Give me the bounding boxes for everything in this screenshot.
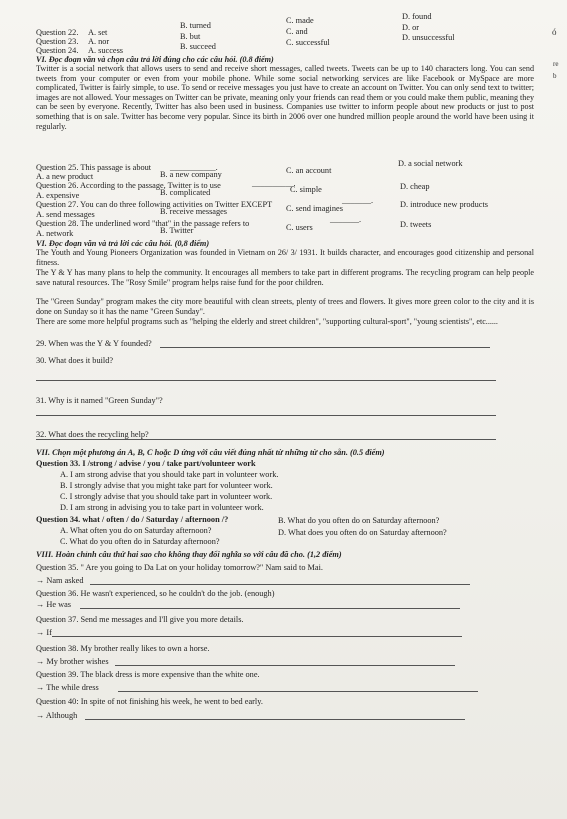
q27-c: C. send imagines: [286, 204, 343, 213]
q26-a: A. expensive: [36, 191, 80, 200]
q23-d: D. or: [402, 23, 420, 32]
q24-b: B. succeed: [180, 42, 216, 51]
q37-start: → If: [36, 628, 52, 637]
q40-start: → Although: [36, 711, 78, 720]
q28-stem: Question 28. The underlined word "that" in the passage refers to: [36, 219, 250, 228]
q24-a: A. success: [88, 46, 124, 55]
q26-b: B. complicated: [160, 188, 211, 197]
section7-heading: VII. Chọn một phương án A, B, C hoặc D ứng với câu viết đúng nhất từ những từ cho sẵn. (0.5 điểm): [36, 448, 385, 457]
q34-d: D. What does you often do on Saturday afternoon?: [278, 528, 447, 537]
q23-b: B. but: [180, 32, 201, 41]
q34-stem: Question 34. what / often / do / Saturday / afternoon /?: [36, 515, 229, 524]
q28-c: C. users: [286, 223, 313, 232]
section6-heading: VI. Đọc đoạn văn và chọn câu trả lời đúng cho các câu hỏi. (0.8 điểm): [36, 55, 274, 64]
q36-answer-line[interactable]: [80, 608, 460, 609]
q23-label: Question 23.: [36, 37, 79, 46]
q27-blank: _______.: [342, 196, 374, 205]
q33-c: C. I strongly advise that you should take part in volunteer work.: [60, 492, 273, 501]
q24-c: C. successful: [286, 38, 330, 47]
section6b-passage-2: The Y & Y has many plans to help the community. It encourages all members to take part in different programs. The recycling program can help people save natural resources. The "Rosy Smile" program helps raise fund for the poor children.: [36, 268, 534, 287]
q26-stem: Question 26. According to the passage, Twitter is to use: [36, 181, 221, 190]
q23-a: A. nor: [88, 37, 110, 46]
q30-answer-line[interactable]: [36, 380, 496, 381]
q38: Question 38. My brother really likes to own a horse.: [36, 644, 210, 653]
q24-label: Question 24.: [36, 46, 79, 55]
q22-c: C. made: [286, 16, 314, 25]
q39-answer-line[interactable]: [118, 691, 478, 692]
q22-label: Question 22.: [36, 28, 79, 37]
q40: Question 40: In spite of not finishing his week, he went to bed early.: [36, 697, 263, 706]
q25-d: D. a social network: [398, 159, 463, 168]
q26-blank: __________.: [252, 179, 296, 188]
q27-stem: Question 27. You can do three following activities on Twitter EXCEPT: [36, 200, 273, 209]
q37-answer-line[interactable]: [52, 636, 462, 637]
section8-heading: VIII. Hoàn chỉnh câu thứ hai sao cho không thay đổi nghĩa so với câu đã cho. (1,2 điểm): [36, 550, 342, 559]
section6b-heading: VI. Đọc đoạn văn và trả lời các câu hỏi. (0,8 điểm): [36, 239, 210, 248]
q30: 30. What does it build?: [36, 356, 114, 365]
q33-d: D. I am strong in advising you to take part in volunteer work.: [60, 503, 264, 512]
q27-b: B. receive messages: [160, 207, 228, 216]
q35-start: → Nam asked: [36, 576, 84, 585]
q26-c: C. simple: [290, 185, 322, 194]
q34-a: A. What often you do on Saturday afternoon?: [60, 526, 212, 535]
q33-a: A. I am strong advise that you should take part in volunteer work.: [60, 470, 279, 479]
q26-d: D. cheap: [400, 182, 430, 191]
q28-blank: _______.: [330, 215, 362, 224]
edge-mark-3: b: [553, 72, 557, 80]
q22-a: A. set: [88, 28, 108, 37]
q29: 29. When was the Y & Y founded?: [36, 339, 152, 348]
q28-a: A. network: [36, 229, 74, 238]
q31-answer-line[interactable]: [36, 415, 496, 416]
q40-answer-line[interactable]: [85, 719, 465, 720]
q35-answer-line[interactable]: [90, 584, 470, 585]
q39: Question 39. The black dress is more expensive than the white one.: [36, 670, 260, 679]
q28-d: D. tweets: [400, 220, 432, 229]
q34-b: B. What do you often do on Saturday afternoon?: [278, 516, 440, 525]
q24-d: D. unsuccessful: [402, 33, 455, 42]
q33-b: B. I strongly advise that you might take part for volunteer work.: [60, 481, 273, 490]
q31: 31. Why is it named "Green Sunday"?: [36, 396, 163, 405]
q22-d: D. found: [402, 12, 432, 21]
q28-b: B. Twitter: [160, 226, 194, 235]
q25-a: A. a new product: [36, 172, 94, 181]
q27-d: D. introduce new products: [400, 200, 489, 209]
q27-a: A. send messages: [36, 210, 95, 219]
section6b-passage-4: There are some more helpful programs such as "helping the elderly and street children", "supporting cultural-sport", "young scientists", etc......: [36, 317, 498, 326]
q37: Question 37. Send me messages and I'll give you more details.: [36, 615, 244, 624]
edge-mark-2: re: [553, 60, 559, 68]
q35: Question 35. " Are you going to Da Lat on your holiday tomorrow?" Nam said to Mai.: [36, 563, 323, 572]
q22-b: B. turned: [180, 21, 211, 30]
q25-c: C. an account: [286, 166, 332, 175]
q38-start: → My brother wishes: [36, 657, 109, 666]
q25-stem: Question 25. This passage is about: [36, 163, 152, 172]
q36: Question 36. He wasn't experienced, so he couldn't do the job. (enough): [36, 589, 275, 598]
q25-b: B. a new company: [160, 170, 222, 179]
section6b-passage-1: The Youth and Young Pioneers Organization was founded in Vietnam on 26/ 3/ 1931. It builds character, and encourages good citizenship and personal fitness.: [36, 248, 534, 267]
q33-stem: Question 33. I /strong / advise / you / take part/volunteer work: [36, 459, 256, 468]
q38-answer-line[interactable]: [115, 665, 455, 666]
edge-mark-1: ó: [552, 27, 557, 37]
q34-c: C. What do you often do in Saturday afternoon?: [60, 537, 220, 546]
q39-start: → The while dress: [36, 683, 99, 692]
q32: 32. What does the recycling help?: [36, 430, 149, 439]
section6b-passage-3: The "Green Sunday" program makes the city more beautiful with clean streets, plenty of trees and flowers. It gives more green color to the city and it is done on Sunday so it has the name "Green Sunday".: [36, 297, 534, 316]
q23-c: C. and: [286, 27, 308, 36]
q29-answer-line[interactable]: [160, 347, 490, 348]
section6-passage: Twitter is a social network that allows users to send and receive short messages, called tweets. Tweets can be up to 140 characters long. You can send tweets from your computer or even from your mobile phone. While some social networking services are like Facebook or MySpace are more complicated, Twitter is fairly simple, to use. To send or receive messages you just have to create an account on Twitter. You can only send text to twitter; images are not allowed. Your messages on Twitter can be private, meaning only your friends can read them or you could make them public, meaning they can be seen by everyone. Recently, Twitter has also been used in business. Companies use twitter to inform people about new products or just to post something that is on sale. Twitter has become very popular. Since its birth in 2006 over one hundred million people around the world have been using it regularly.: [36, 64, 534, 131]
q32-answer-line[interactable]: [36, 439, 496, 440]
q36-start: → He was: [36, 600, 72, 609]
q25-blank: ___________.: [170, 163, 218, 172]
